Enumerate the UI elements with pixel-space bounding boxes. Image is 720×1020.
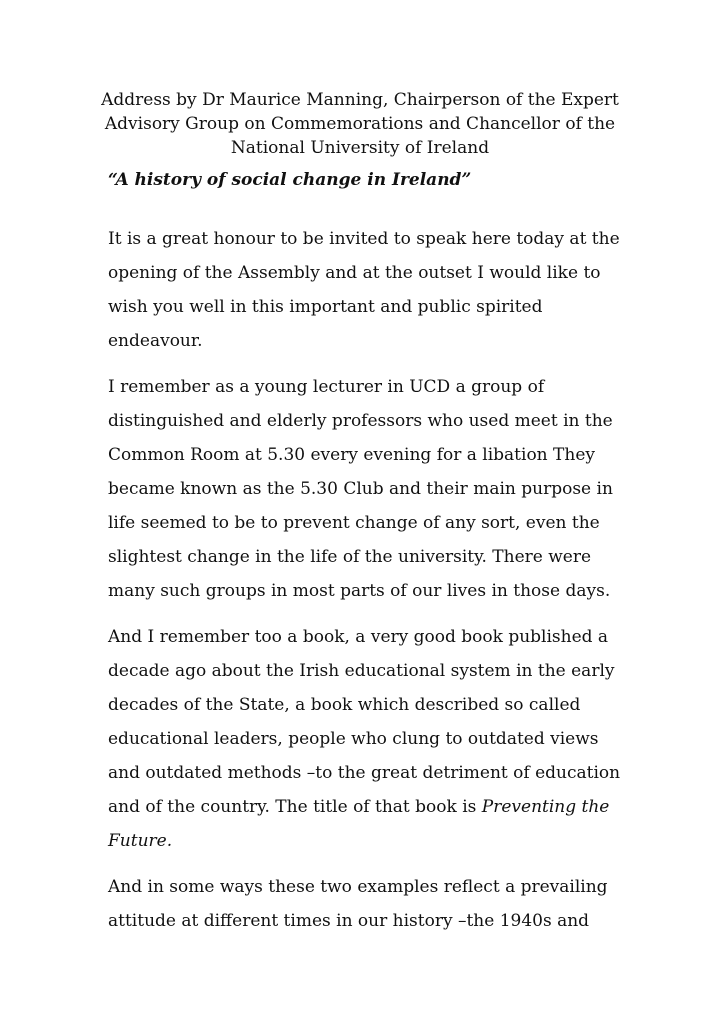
speech-title: “A history of social change in Ireland” — [108, 170, 472, 190]
text-segment: and of the country. The title of that book is — [108, 797, 482, 817]
text-line: endeavour. — [108, 331, 203, 351]
text-line: wish you well in this important and public spirited — [108, 297, 543, 317]
book-title-part: Future. — [108, 831, 173, 851]
text-line: It is a great honour to be invited to speak here today at the — [108, 229, 620, 249]
heading-line: Advisory Group on Commemorations and Chancellor of the — [104, 114, 616, 134]
text-line: And I remember too a book, a very good book published a — [108, 627, 609, 647]
text-line: many such groups in most parts of our lives in those days. — [108, 581, 611, 601]
text-line: decade ago about the Irish educational system in the early — [108, 661, 615, 681]
speech-body — [108, 222, 668, 950]
text-line: Common Room at 5.30 every evening for a libation They — [108, 445, 595, 465]
text-line: I remember as a young lecturer in UCD a group of — [108, 377, 545, 397]
text-line: attitude at different times in our history –the 1940s and — [108, 911, 590, 931]
paragraph-2 — [108, 370, 668, 608]
text-line-mixed — [108, 790, 668, 824]
text-line: opening of the Assembly and at the outset I would like to — [108, 263, 601, 283]
text-line: decades of the State, a book which described so called — [108, 695, 581, 715]
address-heading — [100, 88, 620, 160]
paragraph-4 — [108, 870, 668, 938]
heading-line: National University of Ireland — [230, 138, 490, 158]
text-line: and outdated methods –to the great detriment of education — [108, 763, 621, 783]
text-line: became known as the 5.30 Club and their main purpose in — [108, 479, 613, 499]
paragraph-1 — [108, 222, 668, 358]
book-title-part: Preventing the — [481, 797, 610, 817]
text-line: life seemed to be to prevent change of any sort, even the — [108, 513, 600, 533]
text-line: distinguished and elderly professors who used meet in the — [108, 411, 613, 431]
text-line: slightest change in the life of the university. There were — [108, 547, 592, 567]
heading-line: Address by Dr Maurice Manning, Chairperson of the Expert — [101, 90, 619, 110]
text-line: educational leaders, people who clung to outdated views — [108, 729, 599, 749]
text-line: And in some ways these two examples reflect a prevailing — [108, 877, 608, 897]
paragraph-3 — [108, 620, 668, 858]
